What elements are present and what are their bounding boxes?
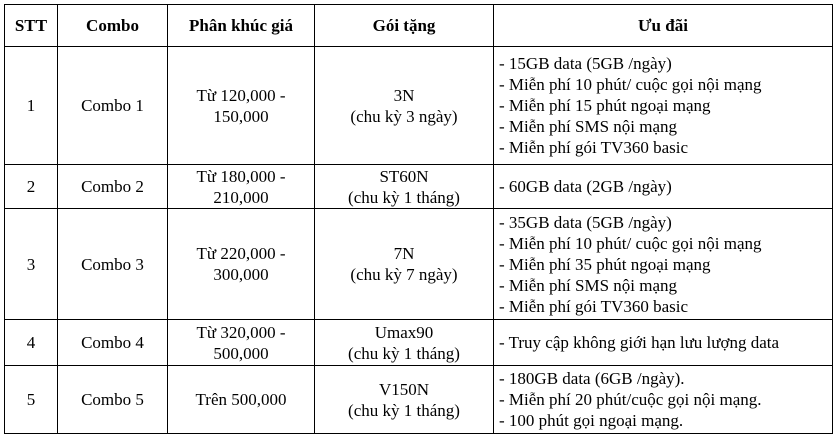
table-header-row [5,5,833,47]
table-row [5,165,833,209]
benefit-item: - Miễn phí 35 phút ngoại mạng [499,254,711,274]
gift-name: 3N [393,85,415,105]
cell-stt: 3 [5,209,58,320]
cell-price [168,165,315,209]
header-benefits: Ưu đãi [494,5,833,47]
price-line: Trên 500,000 [195,390,287,409]
price-line: Từ 320,000 - [196,322,286,342]
benefit-item: - Miễn phí 10 phút/ cuộc gọi nội mạng [499,233,762,253]
benefit-item: - Miễn phí gói TV360 basic [499,138,689,157]
cell-benefits [494,320,833,366]
cell-gift [315,209,494,320]
cell-combo: Combo 5 [58,366,168,434]
gift-cycle: (chu kỳ 1 tháng) [348,343,460,363]
table-row [5,366,833,434]
table-row [5,209,833,320]
cell-stt: 2 [5,165,58,209]
cell-combo: Combo 4 [58,320,168,366]
cell-price [168,320,315,366]
price-line: Từ 120,000 - [196,85,286,105]
benefit-item: - Miễn phí SMS nội mạng [499,275,678,295]
benefit-item: - 100 phút gọi ngoại mạng. [499,411,684,430]
gift-name: V150N [378,379,430,399]
cell-stt: 5 [5,366,58,434]
table-row [5,320,833,366]
benefit-item: - 15GB data (5GB /ngày) [499,54,672,73]
cell-stt: 1 [5,47,58,165]
cell-gift [315,165,494,209]
header-price-range: Phân khúc giá [168,5,315,47]
cell-combo: Combo 3 [58,209,168,320]
gift-name: ST60N [379,166,429,186]
price-line: 210,000 [213,187,269,207]
benefit-item: - Truy cập không giới hạn lưu lượng data [499,333,780,352]
benefit-item: - 60GB data (2GB /ngày) [499,177,672,196]
cell-gift [315,320,494,366]
header-gift-package: Gói tặng [315,5,494,47]
gift-cycle: (chu kỳ 3 ngày) [350,106,458,126]
gift-name: 7N [393,244,415,263]
price-line: 300,000 [213,265,269,284]
cell-gift [315,366,494,434]
benefit-item: - 35GB data (5GB /ngày) [499,212,672,232]
price-line: 150,000 [213,106,269,126]
cell-price [168,366,315,434]
gift-cycle: (chu kỳ 1 tháng) [348,187,460,207]
benefit-item: - 180GB data (6GB /ngày). [499,369,685,388]
gift-name: Umax90 [374,322,434,342]
cell-gift [315,47,494,165]
header-stt: STT [5,5,58,47]
price-line: Từ 220,000 - [196,244,286,263]
cell-benefits [494,209,833,320]
combo-table [4,4,833,434]
header-combo: Combo [58,5,168,47]
cell-price [168,209,315,320]
benefit-item: - Miễn phí 20 phút/cuộc gọi nội mạng. [499,390,762,409]
price-line: Từ 180,000 - [196,166,286,186]
table-row [5,47,833,165]
cell-combo: Combo 2 [58,165,168,209]
price-line: 500,000 [213,343,269,363]
gift-cycle: (chu kỳ 7 ngày) [350,265,458,284]
cell-stt: 4 [5,320,58,366]
cell-benefits [494,165,833,209]
cell-benefits [494,366,833,434]
cell-combo: Combo 1 [58,47,168,165]
gift-cycle: (chu kỳ 1 tháng) [348,400,460,420]
benefit-item: - Miễn phí 15 phút ngoại mạng [499,96,711,115]
benefit-item: - Miễn phí gói TV360 basic [499,296,689,316]
benefit-item: - Miễn phí SMS nội mạng [499,117,678,136]
benefit-item: - Miễn phí 10 phút/ cuộc gọi nội mạng [499,75,762,94]
cell-benefits [494,47,833,165]
cell-price [168,47,315,165]
